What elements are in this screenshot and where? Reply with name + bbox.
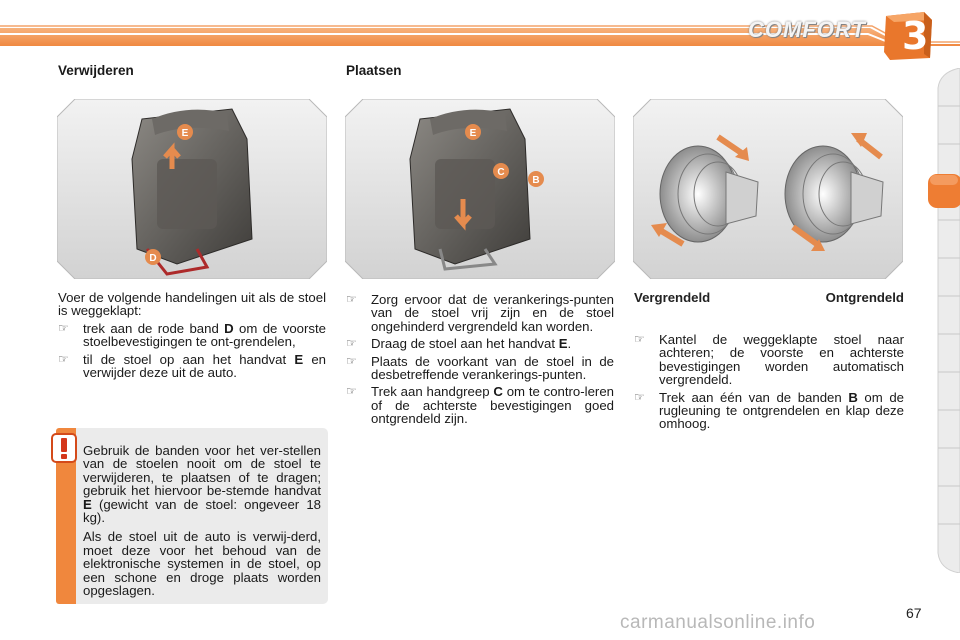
list-item: ☞ Draag de stoel aan het handvat E. — [346, 336, 572, 352]
chapter-tab-strip[interactable] — [928, 68, 960, 573]
list-item: ☞ trek aan de rode band D om de voorste stoelbevestigingen te ont-grendelen, — [58, 320, 326, 350]
pointing-hand-icon: ☞ — [634, 389, 645, 404]
pointing-hand-icon: ☞ — [346, 336, 357, 351]
list-item: ☞ Trek aan één van de banden B om de rugleuning te ontgrendelen en klap deze omhoog. — [634, 389, 904, 432]
list-item: ☞ Trek aan handgreep C om te contro-leren of de achterste bevestigingen goed ontgrendeld zijn. — [346, 384, 614, 427]
list-item: ☞ Plaats de voorkant van de stoel in de desbetreffende verankerings-punten. — [346, 353, 614, 383]
remove-instructions — [58, 291, 326, 383]
lock-instructions — [634, 333, 904, 435]
seat-place-illustration — [345, 99, 615, 279]
chapter-title: COMFORT — [748, 17, 866, 42]
exclamation-icon — [51, 433, 77, 463]
chapter-number: 3 — [902, 14, 929, 58]
pointing-hand-icon: ☞ — [346, 292, 357, 306]
reel-captions — [634, 290, 904, 305]
callout-label-e: E — [469, 128, 477, 139]
list-item: ☞ til de stoel op aan het handvat E en verwijder deze uit de auto. — [58, 351, 326, 381]
callout-label-b: B — [532, 175, 540, 186]
pointing-hand-icon: ☞ — [58, 320, 69, 335]
heading-remove: Verwijderen — [58, 63, 134, 78]
warning-text — [83, 444, 321, 603]
caption-locked: Vergrendeld — [634, 290, 711, 305]
pointing-hand-icon: ☞ — [346, 353, 357, 368]
active-chapter-tab[interactable] — [926, 172, 960, 210]
watermark: carmanualsonline.info — [620, 612, 816, 633]
warning-paragraph: Als de stoel uit de auto is verwij-derd, moet deze voor het behoud van de elektronische systemen in de stoel, op een schone en droge plaats worden opgeslagen. — [83, 529, 321, 599]
heading-place: Plaatsen — [346, 63, 402, 78]
callout-label-e: E — [181, 128, 189, 139]
callout-label-d: D — [149, 253, 157, 264]
caption-unlocked: Ontgrendeld — [825, 290, 904, 305]
pointing-hand-icon: ☞ — [58, 351, 69, 366]
pointing-hand-icon: ☞ — [346, 384, 357, 399]
callout-label-c: C — [497, 167, 505, 178]
seat-remove-illustration — [57, 99, 327, 279]
page-number: 67 — [906, 605, 922, 621]
place-instructions — [346, 293, 614, 430]
remove-intro: Voer de volgende handelingen uit als de stoel is weggeklapt: — [58, 290, 326, 319]
list-item: ☞ Kantel de weggeklapte stoel naar achteren; de voorste en achterste bevestigingen worden automatisch vergrendeld. — [634, 332, 904, 388]
list-item: ☞ Zorg ervoor dat de verankerings-punten van de stoel vrij zijn en de stoel ongehinderd vergrendeld kan worden. — [346, 292, 614, 334]
pointing-hand-icon: ☞ — [634, 332, 645, 346]
belt-reel-illustration — [633, 99, 903, 279]
warning-paragraph: Gebruik de banden voor het ver-stellen van de stoelen nooit om de stoel te verwijderen, te plaatsen of te dragen; gebruik het hiervoor be-stemde handvat E (gewicht van de stoel: ongeveer 18 kg). — [83, 443, 321, 526]
